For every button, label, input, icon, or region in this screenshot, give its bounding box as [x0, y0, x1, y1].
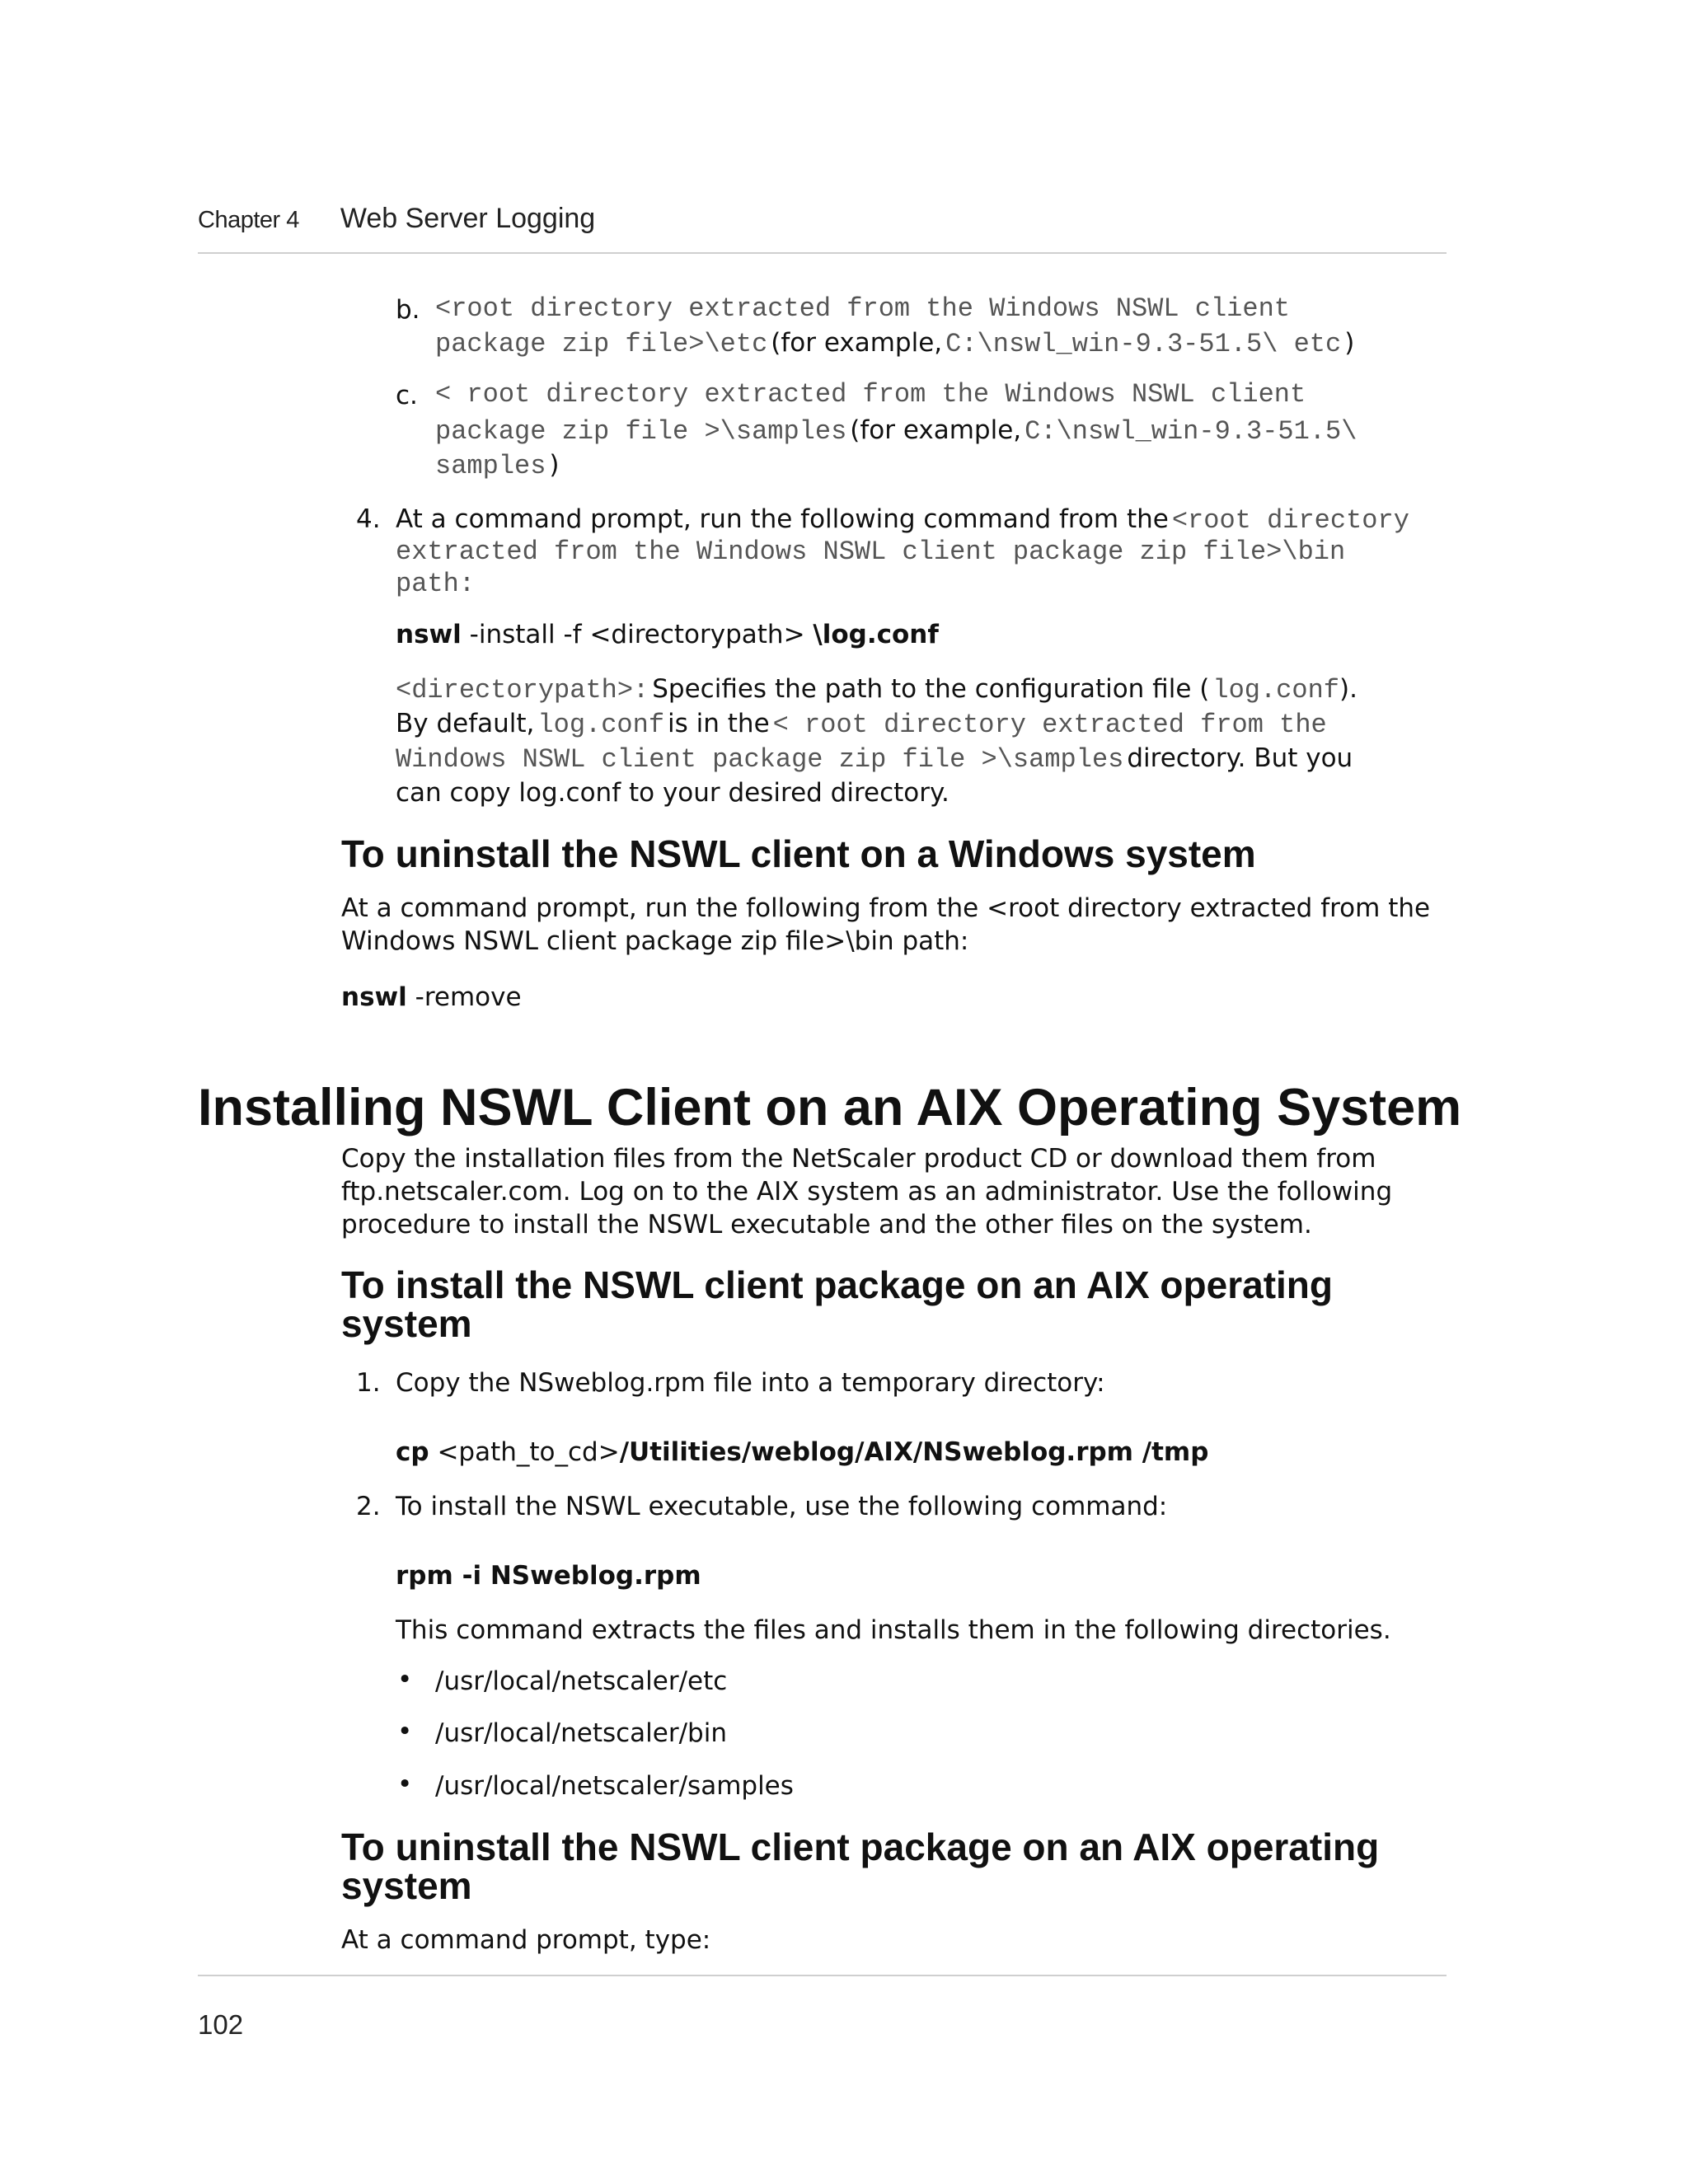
command-name: nswl [396, 620, 462, 649]
bullet-icon: • [397, 1769, 413, 1799]
command-line [341, 981, 522, 1015]
list-item-line [435, 414, 1357, 448]
list-marker: b. [396, 295, 420, 325]
body-text: ) [549, 450, 560, 480]
header-rule [198, 252, 1447, 254]
page-heading: Installing NSWL Client on an AIX Operating System [198, 1079, 1462, 1137]
command-args-bold: \log.conf [813, 620, 939, 649]
step-description: This command extracts the files and installs them in the following directories. [396, 1615, 1391, 1645]
code-text: <root directory [1171, 505, 1409, 536]
description-line [396, 673, 1357, 706]
code-text: C:\nswl_win-9.3-51.5\ [1025, 416, 1357, 447]
list-item-line [435, 326, 1354, 360]
paragraph-line: At a command prompt, run the following from the <root directory extracted from the [341, 893, 1431, 923]
description-line: can copy log.conf to your desired directory. [396, 778, 950, 808]
command-line [396, 618, 939, 652]
section-heading [341, 1263, 1333, 1345]
chapter-title: Web Server Logging [340, 203, 596, 234]
body-text: is in the [668, 709, 770, 738]
chapter-number: Chapter 4 [198, 207, 299, 233]
body-text: ). [1339, 674, 1357, 704]
command-line [396, 1559, 701, 1593]
step-line [396, 503, 1409, 537]
paragraph-line: Windows NSWL client package zip file>\bin path: [341, 926, 969, 956]
list-item-line [435, 448, 560, 482]
section-heading [341, 1825, 1380, 1907]
code-text: <directorypath>: [396, 675, 649, 705]
code-text: C:\nswl_win-9.3-51.5\ etc [945, 329, 1342, 359]
code-text: log.conf [1212, 675, 1339, 705]
body-text: By default, [396, 709, 535, 738]
list-marker: c. [396, 381, 418, 410]
description-line [396, 742, 1353, 776]
code-text: path: [396, 569, 476, 599]
code-text: <root directory extracted from the Windows NSWL client [435, 293, 1290, 324]
step-number: 4. [356, 504, 381, 534]
code-text: samples [435, 451, 546, 481]
heading-line: system [341, 1302, 472, 1345]
page-number: 102 [198, 2009, 244, 2040]
list-item: /usr/local/netscaler/bin [435, 1718, 727, 1748]
running-header [198, 203, 595, 235]
command-name: cp [396, 1437, 429, 1467]
heading-line: To install the NSWL client package on an AIX operating [341, 1263, 1333, 1306]
heading-line: To uninstall the NSWL client package on an AIX operating [341, 1825, 1380, 1868]
command-args-bold: /Utilities/weblog/AIX/NSweblog.rpm /tmp [619, 1437, 1209, 1467]
code-text: Windows NSWL client package zip file >\samples [396, 744, 1124, 775]
code-text: < root directory extracted from the Windows NSWL client [435, 379, 1306, 410]
section-heading: To uninstall the NSWL client on a Windows system [341, 832, 1256, 875]
paragraph-line: At a command prompt, type: [341, 1925, 711, 1955]
description-line [396, 707, 1327, 741]
body-text: (for example, [850, 415, 1022, 445]
list-item: /usr/local/netscaler/samples [435, 1771, 794, 1801]
step-number: 1. [356, 1368, 381, 1398]
step-number: 2. [356, 1492, 381, 1521]
bullet-icon: • [397, 1665, 413, 1694]
paragraph-line: ftp.netscaler.com. Log on to the AIX system as an administrator. Use the following [341, 1177, 1393, 1207]
heading-line: system [341, 1864, 472, 1907]
paragraph-line: procedure to install the NSWL executable and the other files on the system. [341, 1210, 1312, 1240]
code-text: package zip file>\etc [435, 329, 768, 359]
code-text: < root directory extracted from the [772, 710, 1327, 740]
body-text: Specifies the path to the configuration file ( [652, 674, 1210, 704]
body-text: directory. But you [1127, 743, 1353, 773]
paragraph-line: Copy the installation files from the NetScaler product CD or download them from [341, 1144, 1376, 1174]
bullet-icon: • [397, 1717, 413, 1746]
command-name: rpm -i NSweblog.rpm [396, 1561, 701, 1591]
command-args: -install -f <directorypath> [469, 620, 805, 649]
list-item: /usr/local/netscaler/etc [435, 1666, 728, 1696]
command-name: nswl [341, 982, 407, 1012]
command-args: -remove [415, 982, 522, 1012]
footer-rule [198, 1975, 1447, 1976]
code-text: extracted from the Windows NSWL client package zip file>\bin [396, 537, 1346, 567]
code-text: log.conf [537, 710, 665, 740]
code-text: package zip file >\samples [435, 416, 847, 447]
command-line [396, 1436, 1208, 1469]
body-text: At a command prompt, run the following command from the [396, 504, 1169, 534]
step-text: Copy the NSweblog.rpm file into a temporary directory: [396, 1368, 1105, 1398]
body-text: ) [1344, 328, 1355, 358]
body-text: (for example, [771, 328, 943, 358]
step-text: To install the NSWL executable, use the following command: [396, 1492, 1168, 1521]
command-args: <path_to_cd> [437, 1437, 620, 1467]
